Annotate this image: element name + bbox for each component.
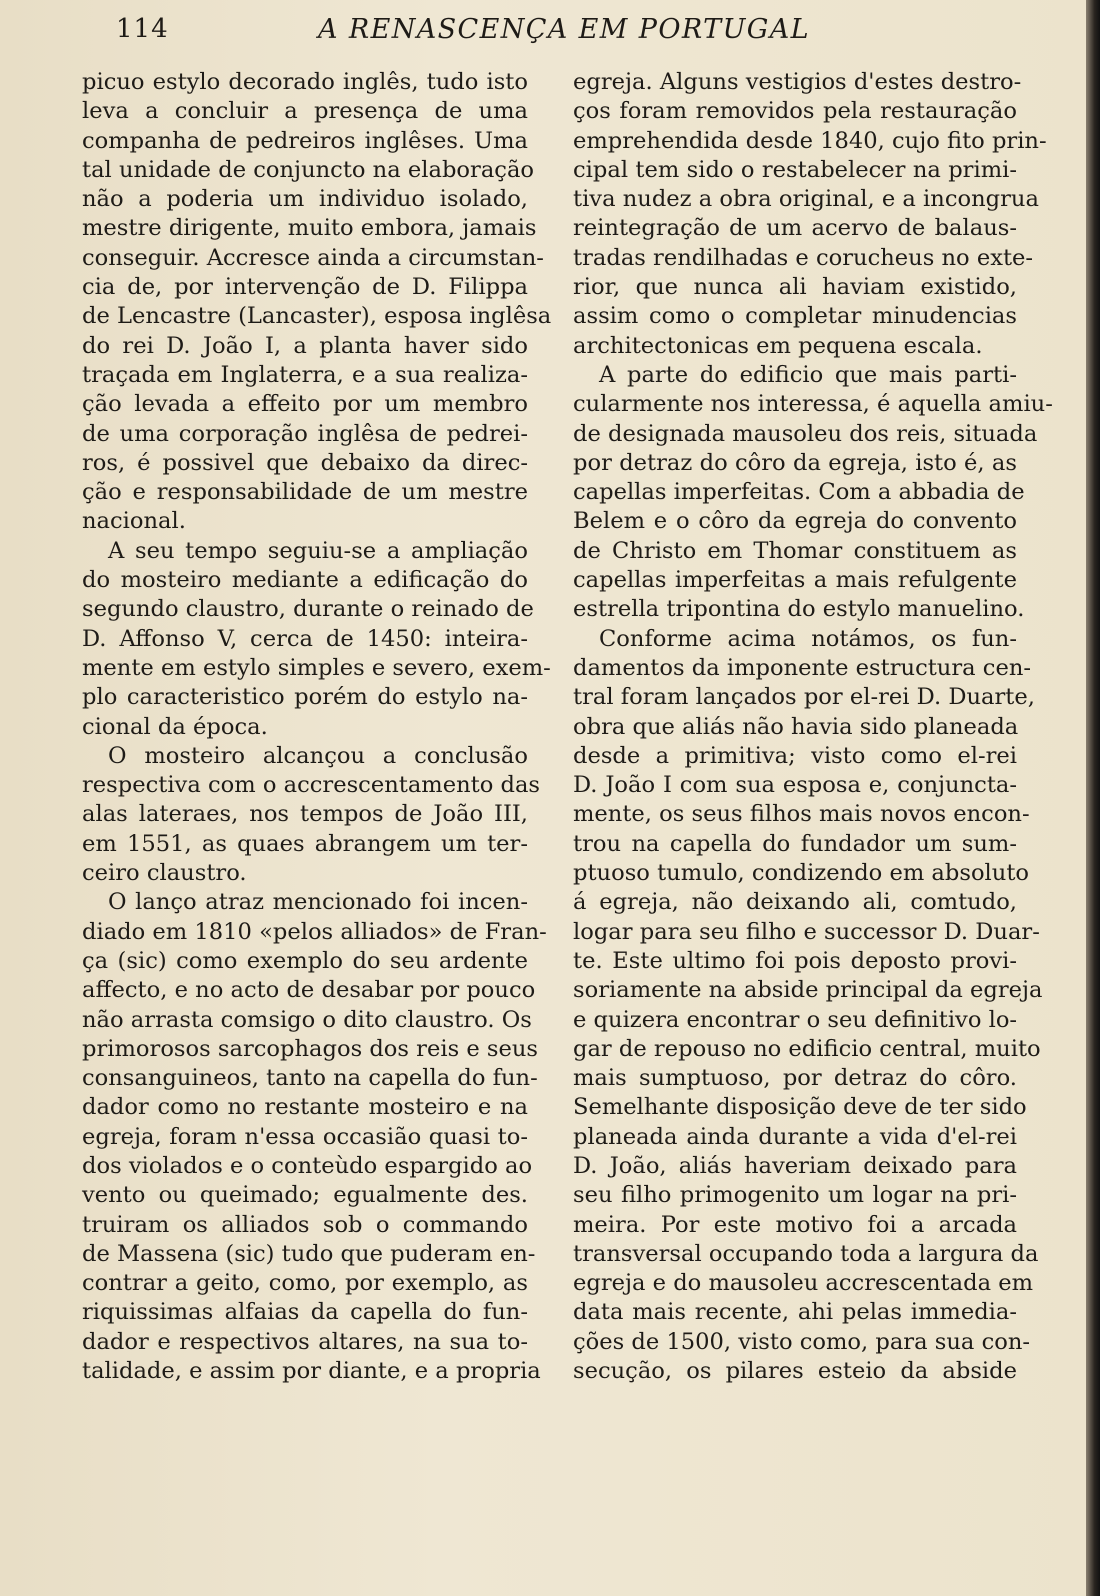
- text-line: de uma corporação inglêsa de pedrei-: [82, 420, 528, 447]
- text-line: tral foram lançados por el-rei D. Duarte,: [573, 684, 1035, 711]
- text-line: Belem e o côro da egreja do convento: [573, 508, 1017, 535]
- text-line: dador como no restante mosteiro e na: [82, 1094, 528, 1121]
- text-line: não a poderia um individuo isolado,: [82, 186, 528, 213]
- text-line: ceiro claustro.: [82, 860, 247, 887]
- text-line: te. Este ultimo foi pois deposto provi-: [573, 947, 1017, 974]
- text-line: planeada ainda durante a vida d'el-rei: [573, 1123, 1017, 1150]
- text-line: transversal occupando toda a largura da: [573, 1240, 1039, 1267]
- text-line: não arrasta comsigo o dito claustro. Os: [82, 1006, 532, 1033]
- text-line: estrella tripontina do estylo manuelino.: [573, 596, 1025, 623]
- text-line: conseguir. Accresce ainda a circumstan-: [82, 244, 544, 271]
- text-line: de Massena (sic) tudo que puderam en-: [82, 1240, 536, 1267]
- text-line: talidade, e assim por diante, e a propria: [82, 1358, 541, 1385]
- page-edge: [1086, 0, 1100, 1596]
- text-line: reintegração de um acervo de balaus-: [573, 215, 1017, 242]
- text-line: traçada em Inglaterra, e a sua realiza-: [82, 361, 528, 388]
- text-line: tiva nudez a obra original, e a incongrua: [573, 186, 1039, 213]
- text-line: ça (sic) como exemplo do seu ardente: [82, 947, 528, 974]
- text-line: meira. Por este motivo foi a arcada: [573, 1211, 1017, 1238]
- text-line: primorosos sarcophagos dos reis e seus: [82, 1035, 539, 1062]
- text-line: capellas imperfeitas. Com a abbadia de: [573, 479, 1025, 506]
- running-title: A RENASCENÇA EM PORTUGAL: [318, 14, 810, 45]
- text-line: ços foram removidos pela restauração: [573, 98, 1017, 125]
- right-column: [573, 68, 1053, 1386]
- text-line: respectiva com o accrescentamento das: [82, 772, 541, 799]
- text-line: A seu tempo seguiu-se a ampliação: [108, 537, 528, 564]
- text-line: plo caracteristico porém do estylo na-: [82, 684, 528, 711]
- text-line: do mosteiro mediante a edificação do: [82, 567, 528, 594]
- text-line: obra que aliás não havia sido planeada: [573, 713, 1019, 740]
- text-line: de designada mausoleu dos reis, situada: [573, 420, 1038, 447]
- text-line: cia de, por intervenção de D. Filippa: [82, 274, 528, 301]
- text-line: architectonicas em pequena escala.: [573, 332, 983, 359]
- text-line: Semelhante disposição deve de ter sido: [573, 1094, 1027, 1121]
- text-line: assim como o completar minudencias: [573, 303, 1017, 330]
- text-line: mais sumptuoso, por detraz do côro.: [573, 1065, 1017, 1092]
- text-line: tal unidade de conjuncto na elaboração: [82, 156, 535, 183]
- text-line: A parte do edificio que mais parti-: [599, 361, 1017, 388]
- left-column: [82, 68, 552, 1386]
- text-line: secução, os pilares esteio da abside: [573, 1358, 1017, 1385]
- text-line: nacional.: [82, 508, 186, 535]
- text-line: ção levada a effeito por um membro: [82, 391, 528, 418]
- text-line: O lanço atraz mencionado foi incen-: [108, 889, 528, 916]
- text-line: por detraz do côro da egreja, isto é, as: [573, 449, 1017, 476]
- text-line: egreja. Alguns vestigios d'estes destro-: [573, 69, 1022, 95]
- text-line: soriamente na abside principal da egreja: [573, 977, 1043, 1004]
- text-line: gar de repouso no edificio central, muito: [573, 1035, 1041, 1062]
- text-line: contrar a geito, como, por exemplo, as: [82, 1270, 528, 1297]
- text-line: affecto, e no acto de desabar por pouco: [82, 977, 536, 1004]
- text-line: leva a concluir a presença de uma: [82, 98, 528, 125]
- text-line: emprehendida desde 1840, cujo fito prin-: [573, 127, 1047, 154]
- text-line: seu filho primogenito um logar na pri-: [573, 1182, 1017, 1209]
- text-line: segundo claustro, durante o reinado de: [82, 596, 534, 623]
- text-line: cularmente nos interessa, é aquella amiu-: [573, 391, 1053, 418]
- text-line: riquissimas alfaias da capella do fun-: [82, 1299, 528, 1326]
- text-line: cional da época.: [82, 713, 268, 740]
- text-line: egreja e do mausoleu accrescentada em: [573, 1270, 1034, 1297]
- text-line: dador e respectivos altares, na sua to-: [82, 1328, 528, 1355]
- text-line: rior, que nunca ali haviam existido,: [573, 274, 1017, 301]
- text-line: D. João I com sua esposa e, conjuncta-: [573, 772, 1017, 799]
- text-line: alas lateraes, nos tempos de João III,: [82, 801, 528, 828]
- text-line: trou na capella do fundador um sum-: [573, 830, 1017, 857]
- text-line: ros, é possivel que debaixo da direc-: [82, 449, 528, 476]
- text-line: ções de 1500, visto como, para sua con-: [573, 1328, 1031, 1355]
- text-line: desde a primitiva; visto como el-rei: [573, 742, 1017, 769]
- text-line: diado em 1810 «pelos alliados» de Fran-: [82, 918, 547, 945]
- text-line: capellas imperfeitas a mais refulgente: [573, 567, 1017, 594]
- text-line: Conforme acima notámos, os fun-: [599, 625, 1017, 652]
- text-line: consanguineos, tanto na capella do fun-: [82, 1065, 538, 1092]
- text-line: O mosteiro alcançou a conclusão: [108, 742, 528, 769]
- text-line: logar para seu filho e successor D. Duar-: [573, 918, 1040, 945]
- text-line: dos violados e o conteùdo espargido ao: [82, 1152, 533, 1179]
- text-line: mestre dirigente, muito embora, jamais: [82, 215, 537, 242]
- text-line: e quizera encontrar o seu definitivo lo-: [573, 1006, 1018, 1033]
- text-line: tradas rendilhadas e corucheus no exte-: [573, 244, 1034, 271]
- text-line: vento ou queimado; egualmente des.: [82, 1182, 528, 1209]
- text-line: ção e responsabilidade de um mestre: [82, 479, 528, 506]
- text-line: damentos da imponente estructura cen-: [573, 654, 1032, 681]
- text-line: egreja, foram n'essa occasião quasi to-: [82, 1123, 528, 1150]
- text-line: D. Affonso V, cerca de 1450: inteira-: [82, 625, 528, 652]
- text-line: á egreja, não deixando ali, comtudo,: [573, 889, 1017, 916]
- page-number: 114: [116, 14, 169, 44]
- text-line: mente em estylo simples e severo, exem-: [82, 654, 551, 681]
- text-line: de Christo em Thomar constituem as: [573, 537, 1017, 564]
- page-header: [0, 14, 1100, 54]
- text-line: cipal tem sido o restabelecer na primi-: [573, 156, 1017, 183]
- text-line: do rei D. João I, a planta haver sido: [82, 332, 528, 359]
- text-line: data mais recente, ahi pelas immedia-: [573, 1299, 1017, 1326]
- text-line: mente, os seus filhos mais novos encon-: [573, 801, 1030, 828]
- text-line: truiram os alliados sob o commando: [82, 1211, 528, 1238]
- text-line: ptuoso tumulo, condizendo em absoluto: [573, 860, 1030, 887]
- text-line: em 1551, as quaes abrangem um ter-: [82, 830, 528, 857]
- text-line: de Lencastre (Lancaster), esposa inglêsa: [82, 303, 552, 330]
- text-line: companha de pedreiros inglêses. Uma: [82, 127, 528, 154]
- text-line: picuo estylo decorado inglês, tudo isto: [82, 69, 528, 95]
- text-line: D. João, aliás haveriam deixado para: [573, 1152, 1017, 1179]
